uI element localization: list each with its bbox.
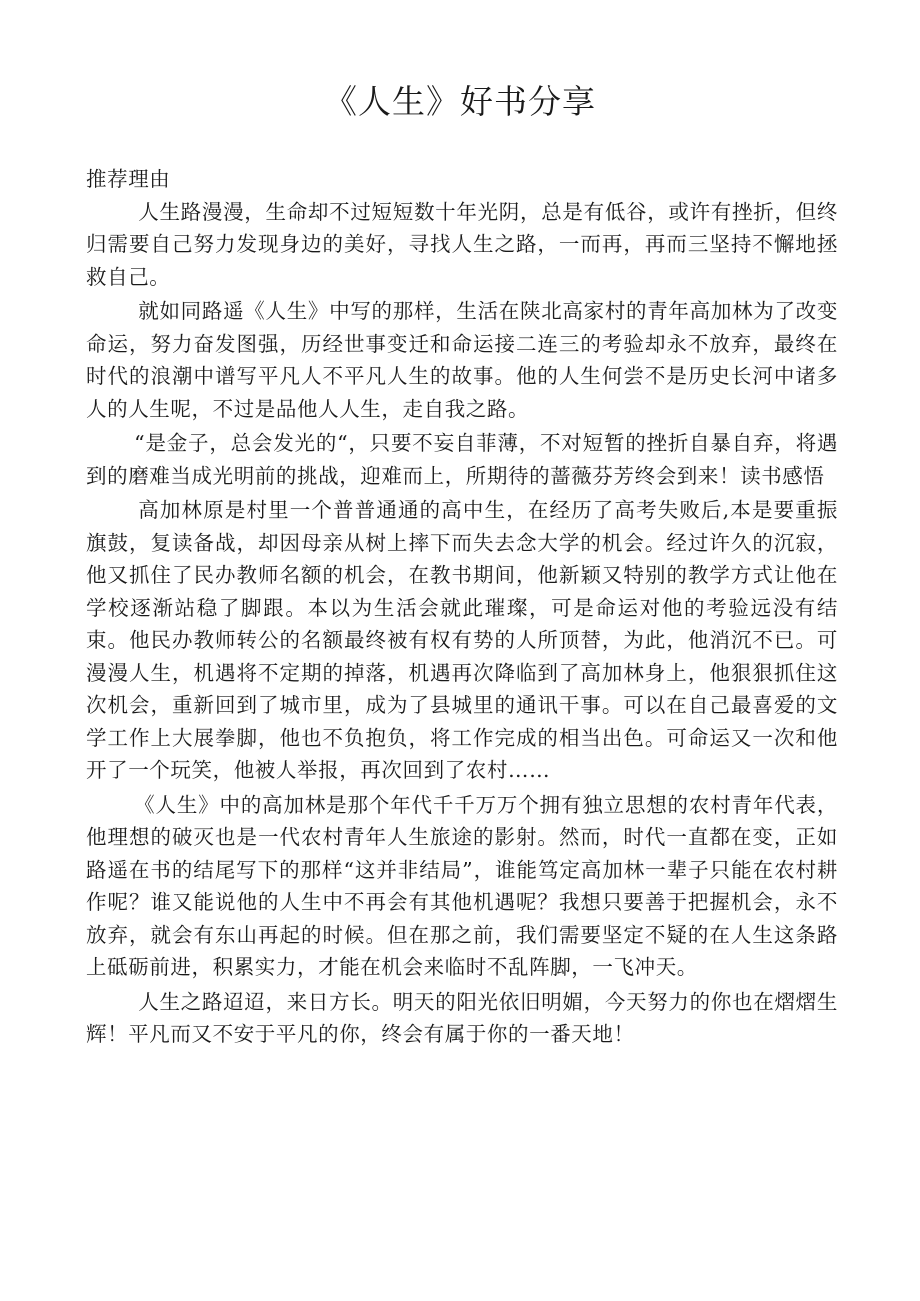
paragraph: 就如同路遥《人生》中写的那样，生活在陕北高家村的青年高加林为了改变命运，努力奋发图强，历经世事变迁和命运接二连三的考验却永不放弃，最终在时代的浪潮中谱写平凡人不平凡人生的故事。他的人生何尝不是历史长河中诸多人的人生呢，不过是品他人人生，走自我之路。 bbox=[86, 299, 838, 421]
page-title: 《人生》好书分享 bbox=[324, 82, 596, 121]
document-body bbox=[86, 163, 838, 1053]
paragraph: “是金子，总会发光的“，只要不妄自菲薄，不对短暂的挫折自暴自弃，将遇到的磨难当成光明前的挑战，迎难而上，所期待的蔷薇芬芳终会到来！读书感悟 bbox=[86, 431, 838, 488]
paragraph: 人生路漫漫，生命却不过短短数十年光阴，总是有低谷，或许有挫折，但终归需要自己努力发现身边的美好，寻找人生之路，一而再，再而三坚持不懈地拯救自己。 bbox=[86, 199, 838, 289]
paragraph: 《人生》中的高加林是那个年代千千万万个拥有独立思想的农村青年代表，他理想的破灭也是一代农村青年人生旅途的影射。然而，时代一直都在变，正如路遥在书的结尾写下的那样“这并非结局”，谁能笃定高加林一辈子只能在农村耕作呢？谁又能说他的人生中不再会有其他机遇呢？我想只要善于把握机会，永不放弃，就会有东山再起的时候。但在那之前，我们需要坚定不疑的在人生这条路上砥砺前进，积累实力，才能在机会来临时不乱阵脚，一飞冲天。 bbox=[86, 792, 838, 979]
paragraph: 高加林原是村里一个普普通通的高中生，在经历了高考失败后,本是要重振旗鼓，复读备战，却因母亲从树上摔下而失去念大学的机会。经过许久的沉寂，他又抓住了民办教师名额的机会，在教书期间，他新颖又特别的教学方式让他在学校逐渐站稳了脚跟。本以为生活会就此璀璨，可是命运对他的考验远没有结束。他民办教师转公的名额最终被有权有势的人所顶替，为此，他消沉不已。可漫漫人生，机遇将不定期的掉落，机遇再次降临到了高加林身上，他狠狠抓住这次机会，重新回到了城市里，成为了县城里的通讯干事。可以在自己最喜爱的文学工作上大展拳脚，他也不负抱负，将工作完成的相当出色。可命运又一次和他开了一个玩笑，他被人举报，再次回到了农村…… bbox=[86, 498, 838, 782]
paragraph: 人生之路迢迢，来日方长。明天的阳光依旧明媚，今天努力的你也在熠熠生辉！平凡而又不安于平凡的你，终会有属于你的一番天地！ bbox=[86, 989, 838, 1046]
section-heading: 推荐理由 bbox=[86, 167, 171, 191]
